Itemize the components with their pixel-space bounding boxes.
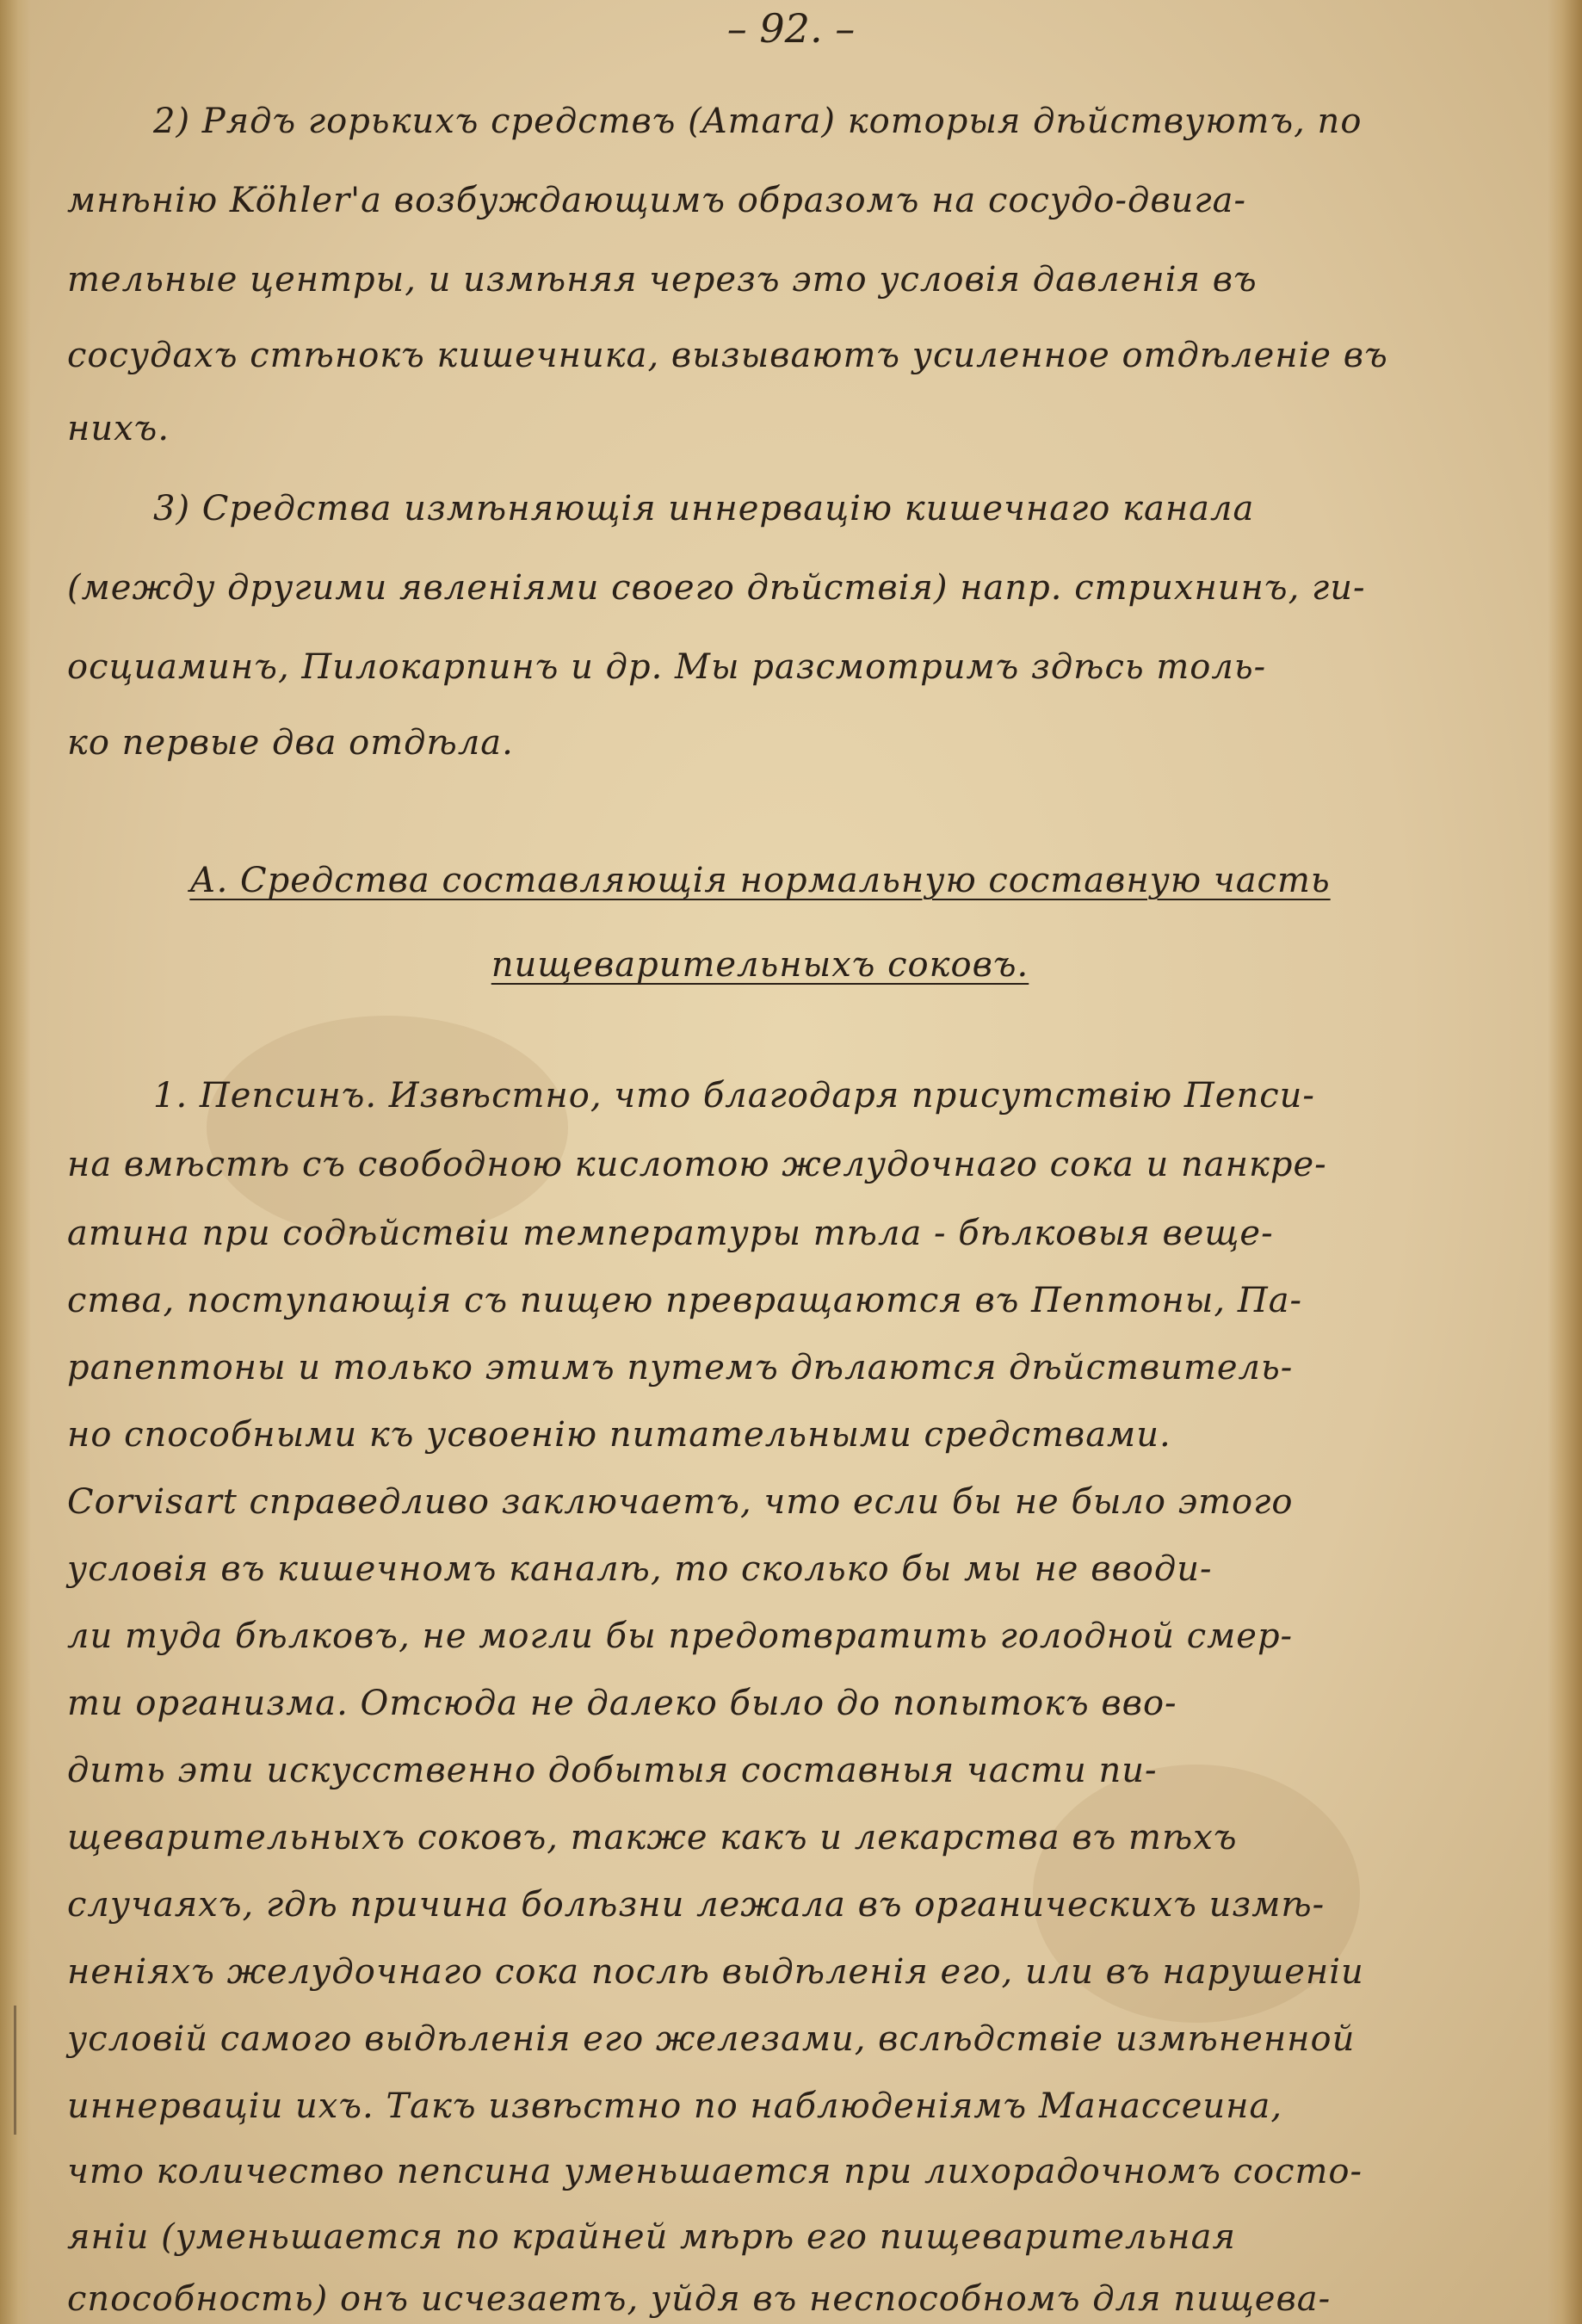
text-line: щеварительныхъ соковъ, также какъ и лекарства въ тѣхъ xyxy=(67,1818,1238,1857)
text-line: рапептоны и только этимъ путемъ дѣлаются дѣйствитель- xyxy=(67,1348,1294,1388)
text-line: ти организма. Отсюда не далеко было до попытокъ вво- xyxy=(67,1684,1177,1723)
text-line: 3) Средства измѣняющія иннервацію кишечнаго канала xyxy=(153,489,1255,528)
text-line: случаяхъ, гдѣ причина болѣзни лежала въ органическихъ измѣ- xyxy=(67,1885,1326,1925)
text-line: ства, поступающія съ пищею превращаются въ Пептоны, Па- xyxy=(67,1281,1303,1320)
text-line: ли туда бѣлковъ, не могли бы предотвратить голодной смер- xyxy=(67,1616,1294,1656)
text-line: на вмѣстѣ съ свободною кислотою желудочнаго сока и панкре- xyxy=(67,1145,1327,1184)
text-line: атина при содѣйствіи температуры тѣла - бѣлковыя веще- xyxy=(67,1214,1274,1253)
page-edge-right xyxy=(1548,0,1582,2324)
text-line: осциаминъ, Пилокарпинъ и др. Мы разсмотримъ здѣсь толь- xyxy=(67,647,1267,687)
text-line: способность) онъ исчезаетъ, уйдя въ неспособномъ для пищева- xyxy=(67,2279,1332,2319)
text-line: (между другими явленіями своего дѣйствія) напр. стрихнинъ, ги- xyxy=(67,568,1366,608)
text-line: тельные центры, и измѣняя черезъ это условія давленія въ xyxy=(67,260,1258,300)
text-line: яніи (уменьшается по крайней мѣрѣ его пищеварительная xyxy=(67,2217,1236,2257)
page-edge-left xyxy=(0,0,31,2324)
section-heading: пищеварительныхъ соковъ. xyxy=(491,945,1029,985)
text-line: неніяхъ желудочнаго сока послѣ выдѣленія его, или въ нарушеніи xyxy=(67,1952,1364,1992)
text-line: иннерваціи ихъ. Такъ извѣстно по наблюденіямъ Манассеина, xyxy=(67,2086,1283,2126)
text-line: сосудахъ стѣнокъ кишечника, вызываютъ усиленное отдѣленіе въ xyxy=(67,336,1388,375)
text-line: мнѣнію Köhler'а возбуждающимъ образомъ на сосудо-двига- xyxy=(67,181,1246,220)
page-number: – 92. – xyxy=(726,5,856,52)
text-line: Corvisart справедливо заключаетъ, что если бы не было этого xyxy=(67,1482,1294,1522)
text-line: условій самого выдѣленія его железами, вслѣдствіе измѣненной xyxy=(67,2019,1356,2059)
text-line: но способными къ усвоенію питательными средствами. xyxy=(67,1415,1171,1455)
text-line: 2) Рядъ горькихъ средствъ (Amara) которыя дѣйствуютъ, по xyxy=(153,102,1363,141)
text-line: что количество пепсина уменьшается при лихорадочномъ состо- xyxy=(67,2152,1363,2191)
text-line: нихъ. xyxy=(67,409,170,448)
section-heading: А. Средства составляющія нормальную составную часть xyxy=(189,861,1331,900)
paper-stain xyxy=(207,1016,568,1239)
text-line: дить эти искусственно добытыя составныя части пи- xyxy=(67,1751,1158,1790)
text-line: условія въ кишечномъ каналѣ, то сколько бы мы не вводи- xyxy=(67,1549,1213,1589)
margin-mark xyxy=(14,2006,16,2135)
text-line: ко первые два отдѣла. xyxy=(67,723,514,763)
text-line: 1. Пепсинъ. Извѣстно, что благодаря присутствію Пепси- xyxy=(153,1076,1315,1116)
